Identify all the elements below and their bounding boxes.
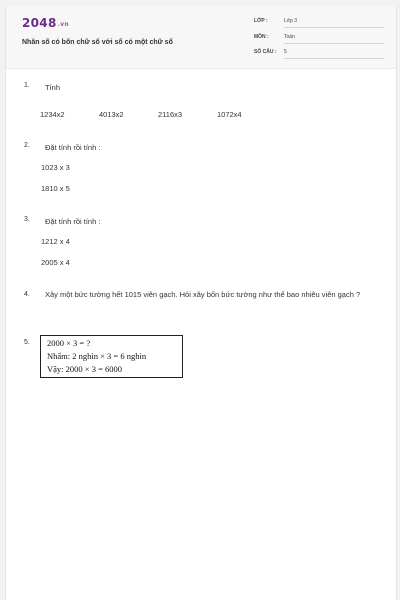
box-line: Vậy: 2000 × 3 = 6000 [47, 364, 122, 374]
meta-grade-value: Lớp 3 [284, 18, 384, 28]
question-4-text: Xây một bức tường hết 1015 viên gạch. Hỏi xây bốn bức tường như thế bao nhiêu viên gạch ? [45, 290, 361, 299]
meta-grade [254, 18, 386, 30]
question-2-item: 1810 x 5 [41, 184, 70, 193]
question-1-item: 1072x4 [217, 110, 242, 119]
question-1-item: 1234x2 [40, 110, 65, 119]
question-1-item: 2116x3 [158, 110, 183, 119]
question-4-number: 4. [24, 291, 30, 298]
question-3-text: Đặt tính rồi tính : [45, 217, 101, 226]
question-2-number: 2. [24, 142, 30, 149]
question-1-number: 1. [24, 82, 30, 89]
meta-question-count [254, 49, 386, 61]
box-line: 2000 × 3 = ? [47, 338, 91, 348]
box-line: Nhẩm: 2 nghìn × 3 = 6 nghìn [47, 351, 147, 361]
worksheet-title: Nhân số có bốn chữ số với số có một chữ số [22, 39, 173, 46]
meta-subject-label: MÔN : [254, 34, 269, 40]
meta-subject-value: Toán [284, 34, 384, 44]
question-3-item: 1212 x 4 [41, 237, 70, 246]
meta-count-value: 5 [284, 49, 384, 59]
worksheet-header [6, 6, 396, 69]
question-1-text: Tính [45, 83, 61, 92]
question-1-item: 4013x2 [99, 110, 124, 119]
question-3-item: 2005 x 4 [41, 258, 70, 267]
question-2-text: Đặt tính rồi tính : [45, 143, 101, 152]
question-5-number: 5. [24, 339, 30, 346]
worksheet [5, 6, 397, 600]
question-5-box [40, 335, 183, 378]
meta-grade-label: LỚP : [254, 18, 268, 24]
question-2-item: 1023 x 3 [41, 163, 70, 172]
meta-subject [254, 34, 386, 46]
question-3-number: 3. [24, 216, 30, 223]
site-logo[interactable]: 2048.vn [22, 16, 69, 30]
meta-count-label: SỐ CÂU : [254, 49, 277, 55]
